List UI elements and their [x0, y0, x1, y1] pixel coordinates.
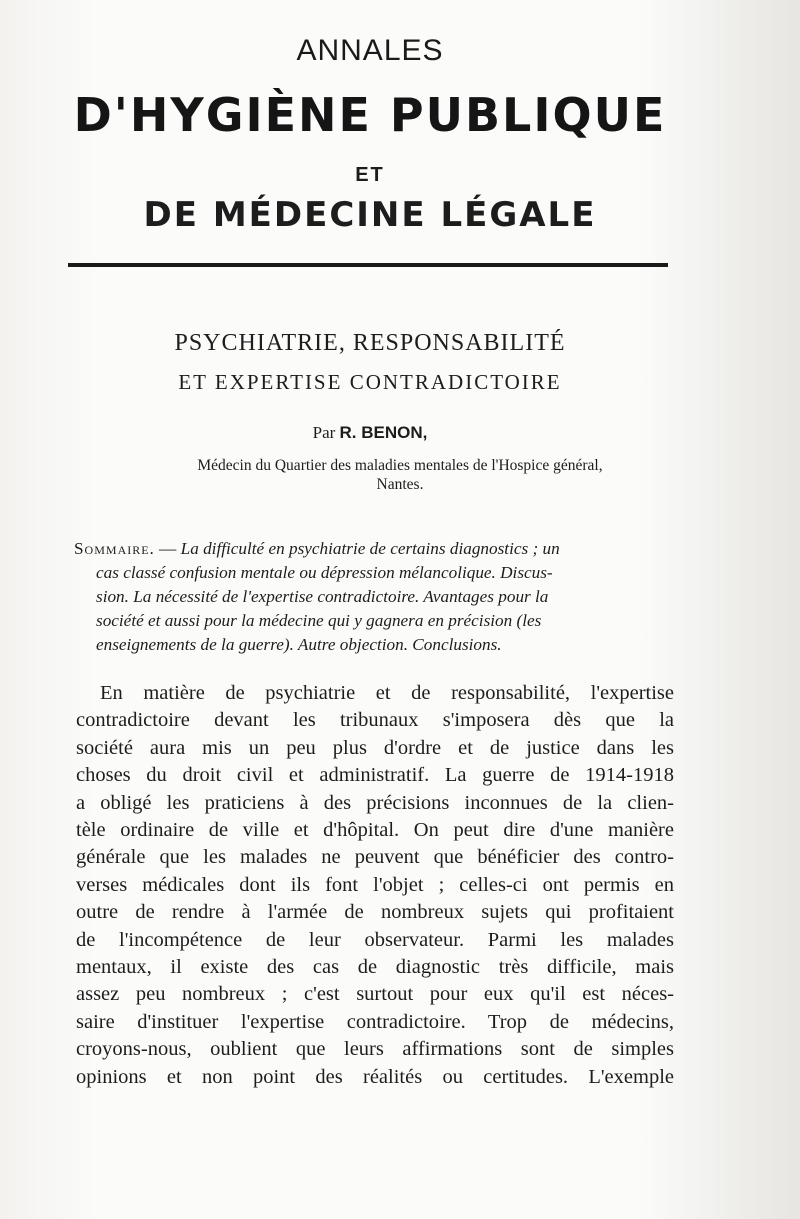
summary-line: enseignements de la guerre). Autre objection. Conclusions.: [96, 635, 502, 654]
affiliation-line2: Nantes.: [376, 476, 424, 493]
summary-dash: —: [154, 539, 181, 558]
body-line: verses médicales dont ils font l'objet ; celles-ci ont permis en: [76, 873, 674, 896]
affiliation-line1: Médecin du Quartier des maladies mentales de l'Hospice général,: [197, 457, 603, 474]
summary-line: cas classé confusion mentale ou dépression mélancolique. Discus-: [96, 563, 553, 582]
article-title-line2: ET EXPERTISE CONTRADICTOIRE: [178, 370, 562, 394]
body-line: contradictoire devant les tribunaux s'imposera dès que la: [76, 709, 674, 732]
byline-prefix: Par: [312, 423, 336, 442]
body-line: a obligé les praticiens à des précisions inconnues de la clien-: [76, 791, 674, 814]
masthead-annales: ANNALES: [296, 34, 444, 67]
article-summary: [74, 537, 680, 657]
body-line: saire d'instituer l'expertise contradictoire. Trop de médecins,: [76, 1010, 674, 1033]
article-body: [76, 680, 674, 1091]
body-line: tèle ordinaire de ville et d'hôpital. On peut dire d'une manière: [76, 819, 674, 842]
byline-author: R. BENON,: [339, 423, 428, 442]
article-title-line1: PSYCHIATRIE, RESPONSABILITÉ: [174, 330, 566, 356]
summary-line: sion. La nécessité de l'expertise contradictoire. Avantages pour la: [96, 587, 549, 606]
summary-line: [74, 537, 680, 561]
body-line: assez peu nombreux ; c'est surtout pour eux qu'il est néces-: [76, 983, 674, 1006]
masthead-hygiene-publique: D'HYGIÈNE PUBLIQUE: [73, 88, 667, 142]
summary-text: La difficulté en psychiatrie de certains diagnostics ; un: [180, 539, 560, 558]
masthead-rule: [68, 263, 668, 267]
body-line: générale que les malades ne peuvent que bénéficier des contro-: [76, 846, 674, 869]
masthead-medecine-legale: DE MÉDECINE LÉGALE: [143, 195, 597, 235]
body-line: opinions et non point des réalités ou certitudes. L'exemple: [76, 1065, 674, 1088]
body-line: outre de rendre à l'armée de nombreux sujets qui profitaient: [76, 901, 674, 924]
body-line: choses du droit civil et administratif. La guerre de 1914-1918: [76, 764, 674, 787]
author-affiliation: [40, 456, 760, 494]
summary-line: société et aussi pour la médecine qui y gagnera en précision (les: [96, 611, 542, 630]
summary-lead: Sommaire.: [74, 539, 155, 558]
masthead-et: ET: [355, 164, 385, 186]
body-line: de l'incompétence de leur observateur. Parmi les malades: [76, 928, 674, 951]
article-byline: [0, 423, 740, 443]
body-line: croyons-nous, oublient que leurs affirmations sont de simples: [76, 1038, 674, 1061]
body-line: société aura mis un peu plus d'ordre et de justice dans les: [76, 736, 674, 759]
body-line: En matière de psychiatrie et de responsabilité, l'expertise: [100, 682, 674, 704]
body-line: mentaux, il existe des cas de diagnostic très difficile, mais: [76, 956, 674, 979]
